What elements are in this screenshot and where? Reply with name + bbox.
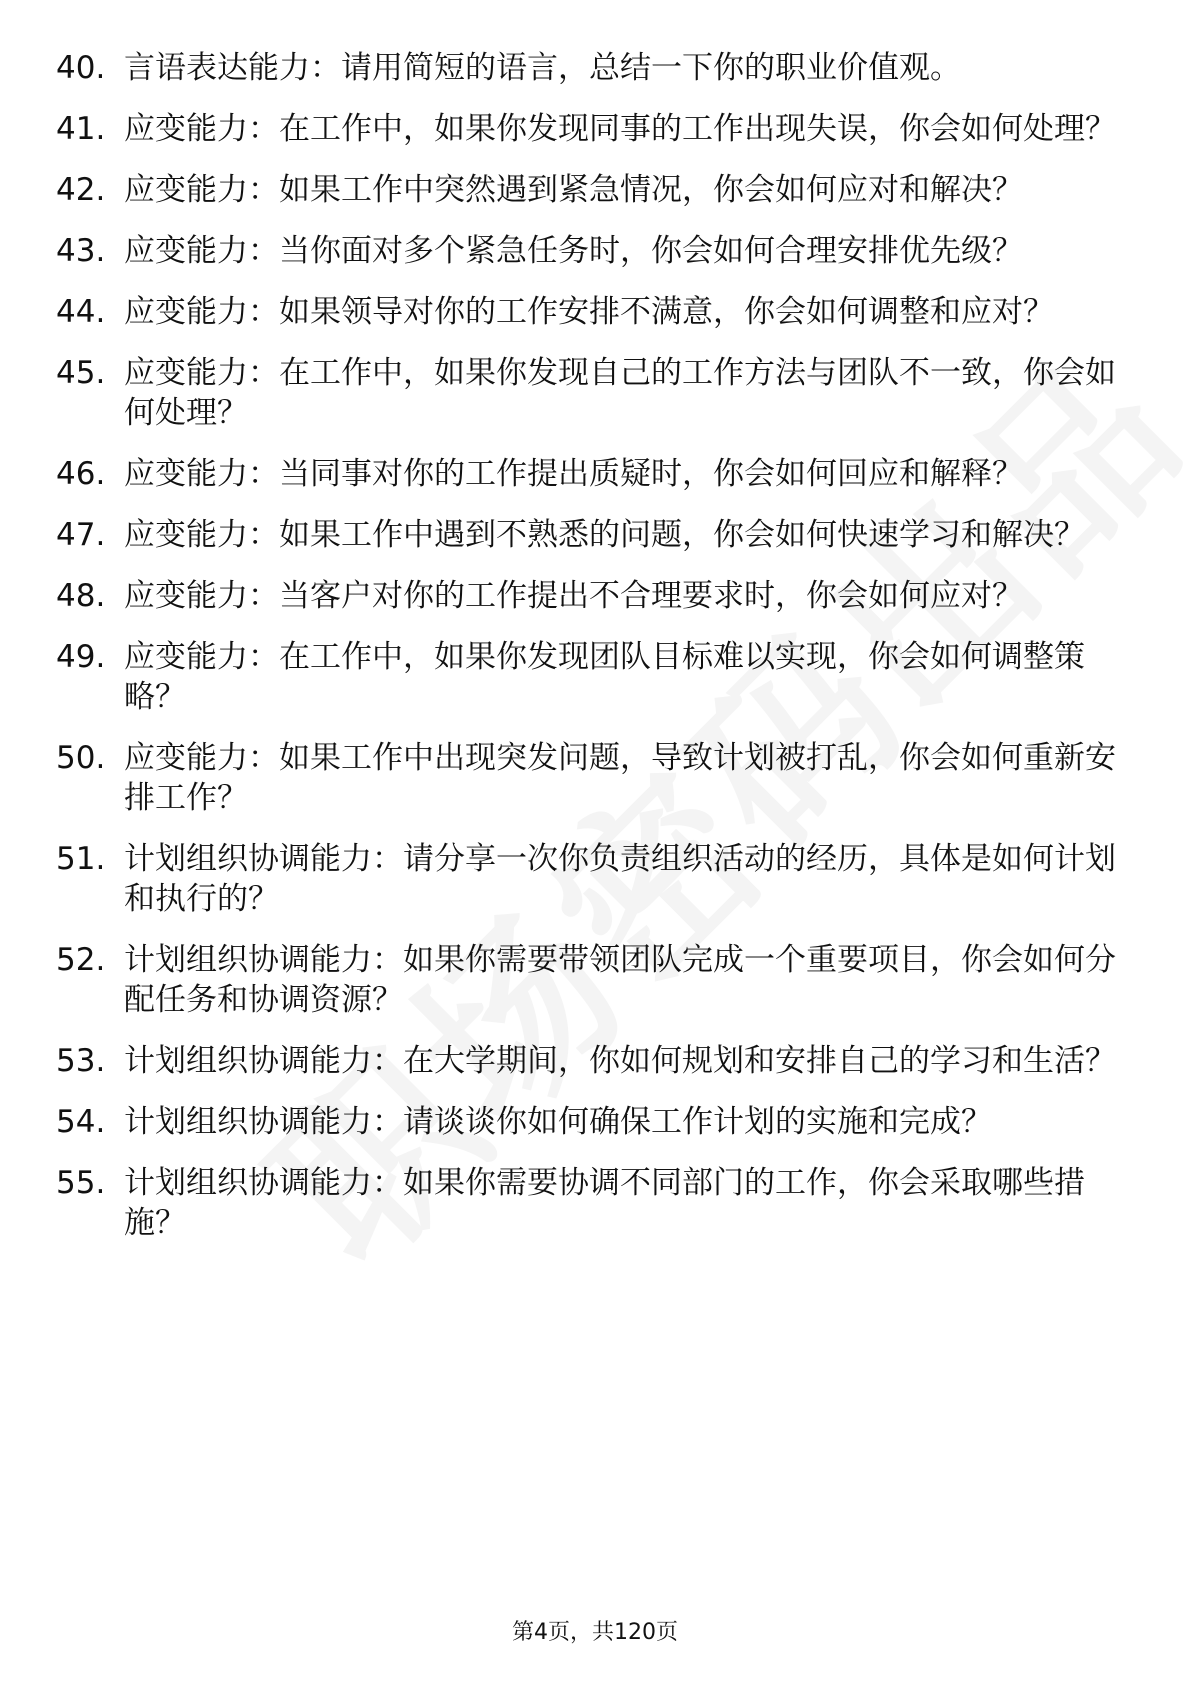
question-text: 应变能力：在工作中，如果你发现团队目标难以实现，你会如何调整策略？: [124, 639, 1085, 715]
question-item: [56, 292, 1116, 332]
question-number: 49.: [56, 639, 106, 675]
question-number: 51.: [56, 841, 106, 877]
question-text: 应变能力：当你面对多个紧急任务时，你会如何合理安排优先级？: [124, 233, 1023, 269]
question-text: 计划组织协调能力：如果你需要带领团队完成一个重要项目，你会如何分配任务和协调资源？: [124, 942, 1116, 1018]
question-item: [56, 637, 1116, 717]
question-number: 43.: [56, 233, 106, 269]
question-text: 应变能力：当同事对你的工作提出质疑时，你会如何回应和解释？: [124, 456, 1023, 492]
question-text: 计划组织协调能力：如果你需要协调不同部门的工作，你会采取哪些措施？: [124, 1165, 1085, 1241]
question-text: 言语表达能力：请用简短的语言，总结一下你的职业价值观。: [124, 50, 961, 86]
question-item: [56, 1102, 1116, 1142]
question-number: 53.: [56, 1043, 106, 1079]
question-item: [56, 231, 1116, 271]
question-number: 42.: [56, 172, 106, 208]
question-text: 应变能力：如果领导对你的工作安排不满意，你会如何调整和应对？: [124, 294, 1054, 330]
question-number: 54.: [56, 1104, 106, 1140]
question-text: 应变能力：如果工作中突然遇到紧急情况，你会如何应对和解决？: [124, 172, 1023, 208]
question-text: 应变能力：如果工作中遇到不熟悉的问题，你会如何快速学习和解决？: [124, 517, 1085, 553]
question-text: 计划组织协调能力：请分享一次你负责组织活动的经历，具体是如何计划和执行的？: [124, 841, 1116, 917]
question-item: [56, 940, 1116, 1020]
question-text: 应变能力：在工作中，如果你发现同事的工作出现失误，你会如何处理？: [124, 111, 1116, 147]
question-list: [56, 48, 1116, 1264]
question-text: 计划组织协调能力：请谈谈你如何确保工作计划的实施和完成？: [124, 1104, 992, 1140]
question-item: [56, 738, 1116, 818]
question-number: 52.: [56, 942, 106, 978]
question-item: [56, 454, 1116, 494]
question-text: 应变能力：如果工作中出现突发问题，导致计划被打乱，你会如何重新安排工作？: [124, 740, 1116, 816]
question-number: 55.: [56, 1165, 106, 1201]
question-item: [56, 48, 1116, 88]
question-number: 48.: [56, 578, 106, 614]
page-footer: 第4页，共120页: [512, 1620, 678, 1645]
question-item: [56, 576, 1116, 616]
question-number: 45.: [56, 355, 106, 391]
question-item: [56, 170, 1116, 210]
question-text: 应变能力：在工作中，如果你发现自己的工作方法与团队不一致，你会如何处理？: [124, 355, 1116, 431]
question-item: [56, 1041, 1116, 1081]
question-number: 44.: [56, 294, 106, 330]
question-text: 计划组织协调能力：在大学期间，你如何规划和安排自己的学习和生活？: [124, 1043, 1116, 1079]
question-item: [56, 353, 1116, 433]
question-number: 47.: [56, 517, 106, 553]
question-item: [56, 515, 1116, 555]
question-item: [56, 839, 1116, 919]
question-number: 41.: [56, 111, 106, 147]
question-number: 40.: [56, 50, 106, 86]
question-number: 46.: [56, 456, 106, 492]
question-text: 应变能力：当客户对你的工作提出不合理要求时，你会如何应对？: [124, 578, 1023, 614]
question-item: [56, 109, 1116, 149]
question-number: 50.: [56, 740, 106, 776]
question-item: [56, 1163, 1116, 1243]
